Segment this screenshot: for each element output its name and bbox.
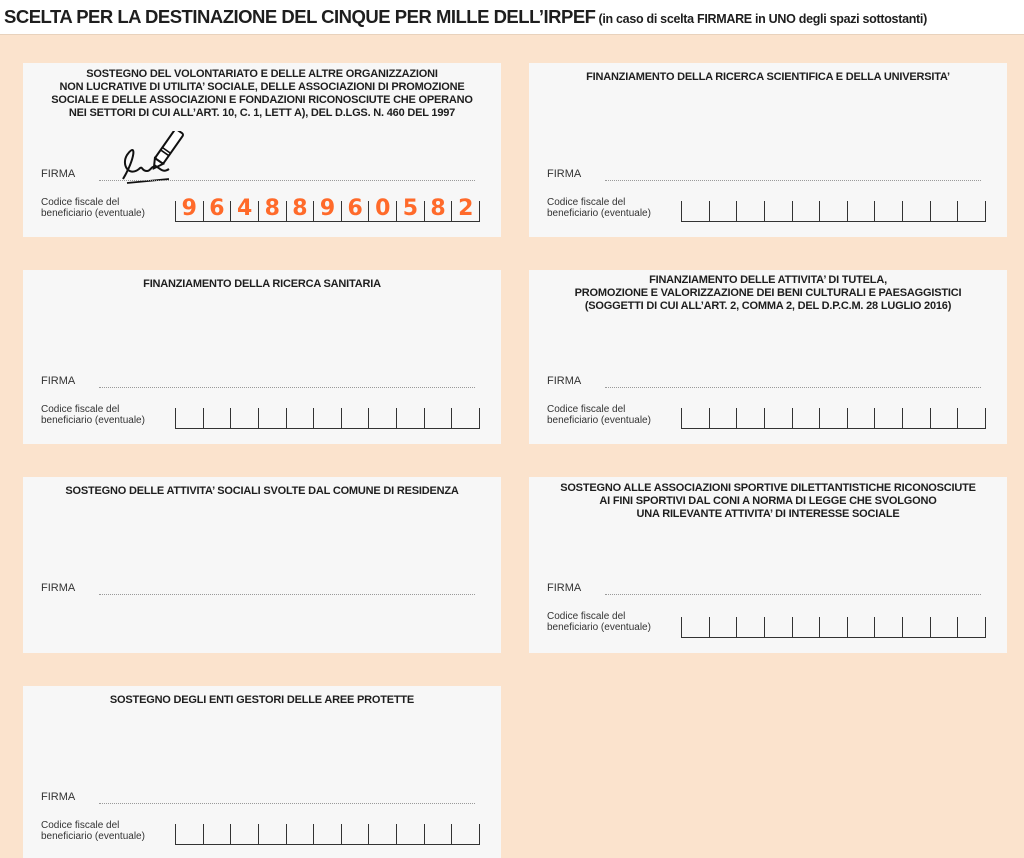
codice-fiscale-label: Codice fiscale del beneficiario (eventuale)	[547, 404, 651, 426]
codice-fiscale-cell[interactable]	[957, 201, 986, 221]
codice-fiscale-cell[interactable]	[819, 408, 847, 428]
box-title: SOSTEGNO DEGLI ENTI GESTORI DELLE AREE PROTETTE	[109, 694, 415, 706]
codice-fiscale-cell[interactable]	[709, 408, 737, 428]
codice-fiscale-cell[interactable]	[396, 824, 424, 844]
codice-fiscale-cell[interactable]	[341, 196, 369, 221]
codice-fiscale-label: Codice fiscale del beneficiario (eventuale)	[41, 197, 145, 219]
codice-fiscale-cell[interactable]	[681, 617, 709, 637]
codice-fiscale-field[interactable]	[175, 408, 480, 429]
codice-fiscale-digit: 8	[430, 196, 446, 221]
codice-fiscale-cell[interactable]	[819, 617, 847, 637]
codice-fiscale-digit: 2	[458, 196, 474, 221]
firma-label: FIRMA	[41, 375, 76, 387]
codice-fiscale-cell[interactable]	[175, 196, 203, 221]
codice-fiscale-cell[interactable]	[930, 408, 958, 428]
codice-fiscale-cell[interactable]	[286, 824, 314, 844]
codice-fiscale-cell[interactable]	[957, 408, 986, 428]
codice-fiscale-cell[interactable]	[451, 824, 480, 844]
codice-fiscale-label: Codice fiscale del beneficiario (eventuale)	[547, 197, 651, 219]
codice-fiscale-cell[interactable]	[819, 201, 847, 221]
codice-fiscale-cell[interactable]	[313, 196, 341, 221]
codice-fiscale-cell[interactable]	[451, 408, 480, 428]
codice-fiscale-cell[interactable]	[203, 196, 231, 221]
codice-fiscale-cell[interactable]	[736, 617, 764, 637]
codice-fiscale-digit: 6	[209, 196, 225, 221]
firma-field[interactable]	[605, 387, 981, 388]
codice-fiscale-cell[interactable]	[874, 201, 902, 221]
codice-fiscale-cell[interactable]	[957, 617, 986, 637]
codice-fiscale-cell[interactable]	[368, 824, 396, 844]
codice-fiscale-cell[interactable]	[874, 408, 902, 428]
codice-fiscale-cell[interactable]	[930, 617, 958, 637]
codice-fiscale-cell[interactable]	[313, 408, 341, 428]
codice-fiscale-cell[interactable]	[764, 408, 792, 428]
codice-fiscale-cell[interactable]	[902, 408, 930, 428]
box-title: FINANZIAMENTO DELLE ATTIVITA’ DI TUTELA, PROMOZIONE E VALORIZZAZIONE DEI BENI CULTURALI E PAESAGGISTICI (SOGGETTI DI CUI ALL’ART. 2, COMMA 2, DEL D.P.C.M. 28 LUGLIO 2016)	[574, 274, 962, 312]
codice-fiscale-label: Codice fiscale del beneficiario (eventuale)	[41, 820, 145, 842]
codice-fiscale-cell[interactable]	[451, 196, 480, 221]
firma-field[interactable]	[605, 180, 981, 181]
codice-fiscale-cell[interactable]	[709, 201, 737, 221]
codice-fiscale-cell[interactable]	[681, 201, 709, 221]
codice-fiscale-cell[interactable]	[175, 408, 203, 428]
codice-fiscale-field[interactable]	[681, 201, 986, 222]
firma-field[interactable]	[99, 594, 475, 595]
codice-fiscale-digit: 5	[402, 196, 419, 221]
box-title: SOSTEGNO DEL VOLONTARIATO E DELLE ALTRE ORGANIZZAZIONI NON LUCRATIVE DI UTILITA’ SOCIALE, DELLE ASSOCIAZIONI DI PROMOZIONE SOCIALE E DELLE ASSOCIAZIONI E FONDAZIONI RICONOSCIUTE CHE OPERANO NEI SETTORI DI CUI ALL’ART. 10, C. 1, LETT A), DEL D.LGS. N. 460 DEL 1997	[51, 68, 473, 119]
codice-fiscale-cell[interactable]	[736, 201, 764, 221]
codice-fiscale-field[interactable]	[681, 408, 986, 429]
codice-fiscale-cell[interactable]	[792, 408, 820, 428]
firma-field[interactable]	[99, 180, 475, 181]
codice-fiscale-cell[interactable]	[847, 408, 875, 428]
firma-label: FIRMA	[547, 582, 582, 594]
box-title: FINANZIAMENTO DELLA RICERCA SANITARIA	[143, 278, 381, 290]
box-ricerca-sanitaria	[23, 270, 501, 444]
codice-fiscale-cell[interactable]	[341, 408, 369, 428]
codice-fiscale-cell[interactable]	[764, 201, 792, 221]
codice-fiscale-cell[interactable]	[902, 201, 930, 221]
codice-fiscale-digit: 0	[375, 196, 391, 221]
codice-fiscale-cell[interactable]	[286, 196, 314, 221]
codice-fiscale-cell[interactable]	[203, 408, 231, 428]
codice-fiscale-cell[interactable]	[847, 201, 875, 221]
codice-fiscale-cell[interactable]	[286, 408, 314, 428]
box-volontariato	[23, 63, 501, 237]
codice-fiscale-digit: 8	[264, 196, 280, 221]
page-title-note: (in caso di scelta FIRMARE in UNO degli spazi sottostanti)	[598, 12, 927, 26]
firma-label: FIRMA	[547, 375, 582, 387]
codice-fiscale-cell[interactable]	[313, 824, 341, 844]
codice-fiscale-digit: 4	[236, 196, 253, 221]
codice-fiscale-cell[interactable]	[396, 408, 424, 428]
codice-fiscale-cell[interactable]	[681, 408, 709, 428]
codice-fiscale-cell[interactable]	[709, 617, 737, 637]
codice-fiscale-digit: 9	[319, 196, 336, 221]
codice-fiscale-digit: 9	[181, 196, 197, 221]
codice-fiscale-cell[interactable]	[424, 408, 452, 428]
codice-fiscale-cell[interactable]	[368, 196, 396, 221]
codice-fiscale-cell[interactable]	[764, 617, 792, 637]
box-associazioni-sportive	[529, 477, 1007, 653]
codice-fiscale-cell[interactable]	[368, 408, 396, 428]
codice-fiscale-field[interactable]	[175, 196, 480, 222]
codice-fiscale-cell[interactable]	[847, 617, 875, 637]
box-title: SOSTEGNO ALLE ASSOCIAZIONI SPORTIVE DILETTANTISTICHE RICONOSCIUTE AI FINI SPORTIVI DAL CONI A NORMA DI LEGGE CHE SVOLGONO UNA RILEVANTE ATTIVITA’ DI INTERESSE SOCIALE	[560, 482, 976, 520]
page-title-text: SCELTA PER LA DESTINAZIONE DEL CINQUE PER MILLE DELL’IRPEF	[4, 6, 596, 27]
codice-fiscale-cell[interactable]	[258, 824, 286, 844]
codice-fiscale-cell[interactable]	[930, 201, 958, 221]
codice-fiscale-cell[interactable]	[874, 617, 902, 637]
header-bar	[0, 0, 1024, 35]
codice-fiscale-cell[interactable]	[230, 196, 258, 221]
codice-fiscale-cell[interactable]	[258, 196, 286, 221]
firma-field[interactable]	[605, 594, 981, 595]
codice-fiscale-digit: 6	[347, 196, 363, 221]
codice-fiscale-cell[interactable]	[792, 617, 820, 637]
box-ricerca-scientifica	[529, 63, 1007, 237]
box-aree-protette	[23, 686, 501, 858]
box-title: FINANZIAMENTO DELLA RICERCA SCIENTIFICA E DELLA UNIVERSITA’	[586, 71, 950, 83]
codice-fiscale-cell[interactable]	[230, 824, 258, 844]
firma-label: FIRMA	[547, 168, 582, 180]
firma-field[interactable]	[99, 803, 475, 804]
box-title: SOSTEGNO DELLE ATTIVITA’ SOCIALI SVOLTE DAL COMUNE DI RESIDENZA	[65, 485, 459, 497]
codice-fiscale-cell[interactable]	[792, 201, 820, 221]
firma-label: FIRMA	[41, 168, 76, 180]
codice-fiscale-label: Codice fiscale del beneficiario (eventuale)	[547, 611, 651, 633]
firma-label: FIRMA	[41, 791, 76, 803]
codice-fiscale-cell[interactable]	[175, 824, 203, 844]
codice-fiscale-cell[interactable]	[203, 824, 231, 844]
codice-fiscale-cell[interactable]	[258, 408, 286, 428]
codice-fiscale-cell[interactable]	[230, 408, 258, 428]
codice-fiscale-label: Codice fiscale del beneficiario (eventuale)	[41, 404, 145, 426]
codice-fiscale-cell[interactable]	[424, 824, 452, 844]
codice-fiscale-cell[interactable]	[736, 408, 764, 428]
box-beni-culturali	[529, 270, 1007, 444]
codice-fiscale-cell[interactable]	[396, 196, 424, 221]
codice-fiscale-digit: 8	[292, 196, 308, 221]
codice-fiscale-cell[interactable]	[902, 617, 930, 637]
firma-label: FIRMA	[41, 582, 76, 594]
codice-fiscale-field[interactable]	[681, 617, 986, 638]
page-title	[4, 6, 927, 28]
box-attivita-sociali-comune	[23, 477, 501, 653]
codice-fiscale-cell[interactable]	[424, 196, 452, 221]
codice-fiscale-cell[interactable]	[341, 824, 369, 844]
codice-fiscale-field[interactable]	[175, 824, 480, 845]
firma-field[interactable]	[99, 387, 475, 388]
